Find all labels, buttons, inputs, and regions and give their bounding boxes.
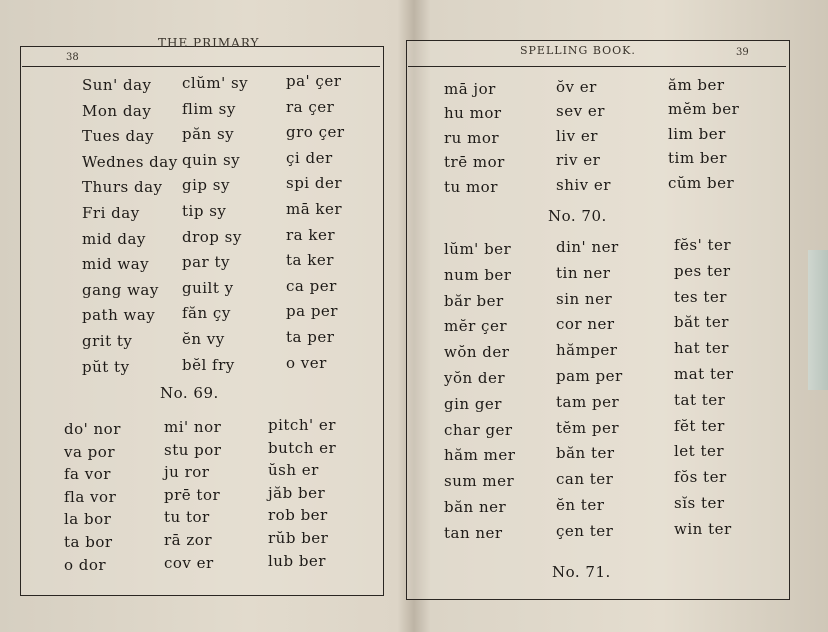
word-entry: prē tor (164, 485, 221, 504)
word-entry: pa' çer (286, 72, 342, 90)
word-entry: gip sy (182, 176, 230, 195)
word-entry: o ver (286, 353, 327, 372)
word-entry: grit ty (82, 332, 133, 350)
word-entry: clŭm' sy (182, 74, 249, 92)
left-header-rule (22, 66, 380, 67)
right-page-number: 39 (736, 47, 749, 58)
word-entry: mid day (82, 229, 146, 248)
right-running-head: SPELLING BOOK. (520, 44, 636, 57)
word-entry: char ger (444, 420, 513, 439)
left-page-number: 38 (66, 52, 79, 63)
word-entry: sin ner (556, 289, 613, 308)
word-entry: mā jor (444, 80, 496, 98)
word-entry: lŭm' ber (444, 240, 512, 258)
word-entry: ra çer (286, 97, 335, 116)
word-entry: mid way (82, 255, 150, 274)
word-entry: fĕt ter (674, 416, 725, 435)
word-entry: hăm mer (444, 446, 516, 465)
word-entry: flim sy (182, 99, 236, 118)
word-entry: băt ter (674, 313, 729, 332)
word-entry: ta ker (286, 251, 334, 270)
word-entry: hămper (556, 341, 618, 360)
lesson-70-label: No. 70. (548, 207, 607, 225)
word-entry: ĕn vy (182, 330, 225, 348)
word-entry: sev er (556, 102, 605, 121)
word-entry: pa per (286, 302, 338, 321)
word-entry: o dor (64, 555, 107, 574)
word-entry: din' ner (556, 238, 619, 256)
word-entry: cŭm ber (668, 173, 735, 192)
word-entry: sum mer (444, 472, 515, 491)
word-entry: liv er (556, 126, 598, 145)
word-entry: lim ber (668, 124, 726, 143)
word-entry: ta bor (64, 533, 113, 551)
word-entry: ta per (286, 328, 335, 346)
word-entry: spi der (286, 174, 343, 193)
word-entry: mā ker (286, 200, 343, 218)
word-entry: do' nor (64, 420, 121, 438)
word-entry: mat ter (674, 365, 734, 383)
word-entry: pitch' er (268, 416, 336, 434)
word-entry: Wednes day (82, 152, 178, 171)
word-entry: çi der (286, 148, 333, 167)
word-entry: shiv er (556, 175, 611, 194)
word-entry: gin ger (444, 394, 502, 413)
word-entry: trē mor (444, 153, 505, 172)
word-entry: tu tor (164, 508, 210, 527)
word-entry: wŏn der (444, 343, 510, 362)
word-entry: let ter (674, 442, 725, 461)
word-entry: sĭs ter (674, 494, 725, 512)
word-entry: hu mor (444, 104, 502, 123)
word-entry: Thurs day (82, 178, 163, 197)
word-entry: tim ber (668, 149, 727, 168)
word-entry: rā zor (164, 531, 212, 549)
word-entry: yŏn der (444, 369, 506, 387)
word-entry: fŏs ter (674, 468, 727, 487)
right-header-rule (408, 66, 786, 67)
word-entry: ăm ber (668, 76, 725, 94)
word-entry: can ter (556, 470, 614, 489)
word-entry: stu por (164, 440, 222, 459)
lesson-69-label: No. 69. (160, 384, 219, 402)
word-entry: drop sy (182, 227, 242, 246)
word-entry: hat ter (674, 339, 729, 358)
word-entry: fĕs' ter (674, 236, 732, 254)
left-running-head: THE PRIMARY (158, 36, 260, 50)
word-entry: va por (64, 442, 115, 461)
word-entry: mĕm ber (668, 100, 740, 119)
word-entry: pam per (556, 367, 623, 385)
word-entry: pŭt ty (82, 357, 130, 376)
word-entry: win ter (674, 519, 732, 538)
word-entry: fa vor (64, 465, 111, 484)
word-entry: çen ter (556, 521, 614, 540)
word-entry: cov er (164, 553, 214, 572)
word-entry: jăb ber (268, 483, 326, 502)
word-entry: pes ter (674, 261, 731, 280)
word-entry: Mon day (82, 101, 152, 120)
word-entry: par ty (182, 253, 230, 272)
book-edge (808, 250, 828, 390)
word-entry: rŭb ber (268, 529, 329, 547)
word-entry: tĕm per (556, 418, 620, 437)
word-entry: Sun' day (82, 76, 152, 94)
word-entry: cor ner (556, 315, 615, 334)
word-entry: tu mor (444, 177, 498, 196)
word-entry: butch er (268, 438, 337, 457)
word-entry: Tues day (82, 127, 155, 146)
word-entry: path way (82, 306, 156, 325)
lesson-71-label: No. 71. (552, 563, 611, 581)
word-entry: păn sy (182, 125, 235, 144)
word-entry: tes ter (674, 287, 727, 306)
word-entry: mi' nor (164, 418, 222, 436)
word-entry: guilt y (182, 278, 234, 297)
word-entry: fla vor (64, 487, 117, 506)
word-entry: tip sy (182, 202, 227, 220)
word-entry: băn ter (556, 444, 615, 463)
word-entry: mĕr çer (444, 317, 507, 336)
word-entry: Fri day (82, 204, 140, 222)
word-entry: ĕn ter (556, 496, 605, 514)
word-entry: ca per (286, 276, 337, 295)
word-entry: rob ber (268, 506, 328, 525)
word-entry: la bor (64, 510, 112, 529)
word-entry: băn ner (444, 498, 507, 516)
word-entry: ru mor (444, 128, 500, 147)
word-entry: gang way (82, 280, 159, 299)
word-entry: bĕl fry (182, 355, 235, 374)
word-entry: quin sy (182, 150, 241, 169)
word-entry: ŭsh er (268, 461, 319, 480)
word-entry: ra ker (286, 225, 336, 244)
word-entry: tat ter (674, 390, 726, 409)
word-entry: riv er (556, 151, 601, 170)
word-entry: ju ror (164, 463, 210, 482)
word-entry: tan ner (444, 523, 503, 542)
word-entry: lub ber (268, 551, 326, 570)
word-entry: gro çer (286, 123, 345, 142)
word-entry: ŏv er (556, 78, 597, 96)
word-entry: tin ner (556, 263, 611, 282)
word-entry: făn çy (182, 304, 231, 323)
word-entry: băr ber (444, 291, 504, 310)
word-entry: tam per (556, 392, 620, 411)
word-entry: num ber (444, 265, 512, 284)
